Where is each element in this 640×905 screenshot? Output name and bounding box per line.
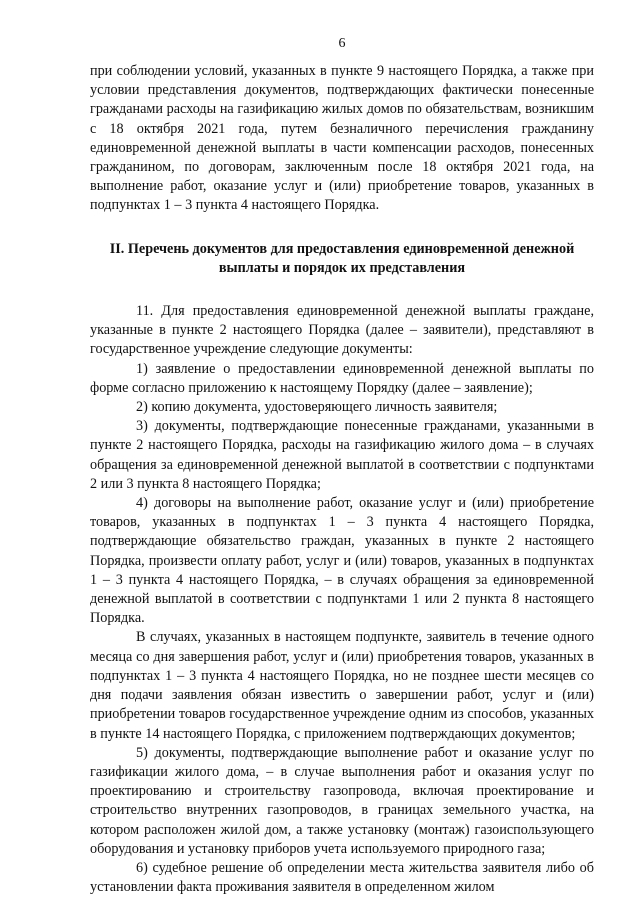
- paragraph-subitem-4: 4) договоры на выполнение работ, оказание услуг и (или) приобретение товаров, указанных в подпунктах 1 – 3 пункта 4 настоящего Порядка, подтверждающие обязательство граждан, указанных в пункте 2 настоящего Порядка, произвести оплату работ, услуг и (или) товаров, указанных в подпунктах 1 – 3 пункта 4 настоящего Порядка, – в случаях обращения за единовременной денежной выплатой в соответствии с подпунктами 1 или 2 пункта 8 настоящего Порядка.: [90, 495, 594, 627]
- paragraph-subitem-6: 6) судебное решение об определении места жительства заявителя либо об установлении факта проживания заявителя в определенном жилом: [90, 859, 594, 896]
- page-number: 6: [338, 36, 346, 51]
- paragraph-subitem-4-note: В случаях, указанных в настоящем подпункте, заявитель в течение одного месяца со дня завершения работ, услуг и (или) приобретения товаров, указанных в подпунктах 1 – 3 пункта 4 настоящего Порядка, но не позднее шести месяцев со дня подачи заявления обязан известить о завершении работ, услуг и (или) приобретении товаров государственное учреждение одним из способов, указанных в пункте 14 настоящего Порядка, с приложением подтверждающих документов;: [90, 629, 594, 742]
- section-title: II. Перечень документов для предоставления единовременной денежной выплаты и порядок их представления: [109, 240, 575, 276]
- document-body: [90, 62, 594, 897]
- paragraph-subitem-3: 3) документы, подтверждающие понесенные гражданами, указанными в пункте 2 настоящего Порядка, расходы на газификацию жилого дома – в случаях обращения за единовременной денежной выплатой в соответствии с подпунктами 2 или 3 пункта 8 настоящего Порядка;: [90, 418, 594, 492]
- paragraph-subitem-2: 2) копию документа, удостоверяющего личность заявителя;: [136, 399, 498, 416]
- paragraph-item-11: 11. Для предоставления единовременной денежной выплаты граждане, указанные в пункте 2 настоящего Порядка (далее – заявители), представляют в государственное учреждение следующие документы:: [90, 303, 594, 358]
- paragraph-continuation: при соблюдении условий, указанных в пункте 9 настоящего Порядка, а также при условии представления документов, подтверждающих фактически понесенные гражданами расходы на газификацию жилых домов по обязательствам, возникшим с 18 октября 2021 года, путем безналичного перечисления гражданину единовременной денежной выплаты в части компенсации расходов, понесенных гражданином, по договорам, заключенным после 18 октября 2021 года, на выполнение работ, оказание услуг и (или) приобретение товаров, указанных в подпунктах 1 – 3 пункта 4 настоящего Порядка.: [90, 63, 594, 214]
- paragraph-subitem-1: 1) заявление о предоставлении единовременной денежной выплаты по форме согласно приложению к настоящему Порядку (далее – заявление);: [90, 360, 594, 396]
- paragraph-subitem-5: 5) документы, подтверждающие выполнение работ и оказание услуг по газификации жилого дома, – в случае выполнения работ и оказания услуг по проектированию и строительству газопровода, включая проектирование и строительство внутренних газопроводов, в границах земельного участка, на котором расположен жилой дом, а также установку (монтаж) газоиспользующего оборудования и установку приборов учета используемого природного газа;: [90, 744, 594, 857]
